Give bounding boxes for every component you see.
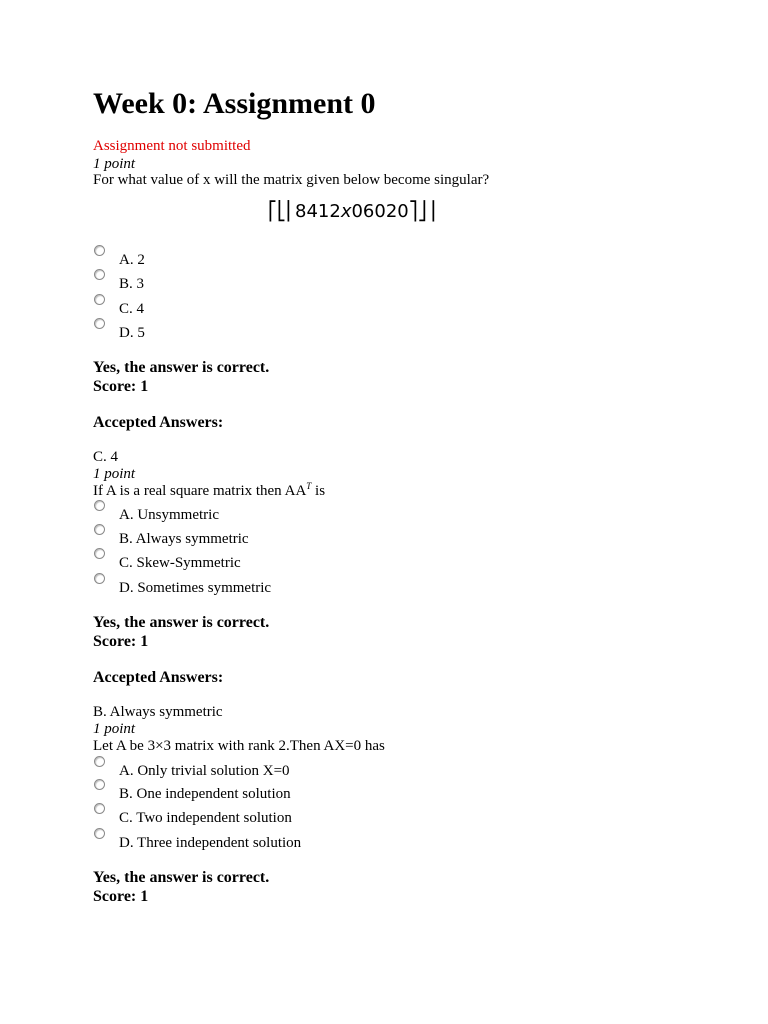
question-3-option-a[interactable] [93,762,393,782]
option-label: B. One independent solution [119,786,291,802]
radio-button[interactable] [94,756,105,767]
option-label: B. Always symmetric [119,531,249,547]
question-1-score: Score: 1 [93,378,149,395]
question-2-accepted-answer: B. Always symmetric [93,704,223,720]
question-1-accepted-heading: Accepted Answers: [93,414,224,431]
radio-button[interactable] [94,269,105,280]
question-3-option-b[interactable] [93,785,393,805]
question-3-feedback: Yes, the answer is correct. [93,869,270,886]
question-2-feedback: Yes, the answer is correct. [93,614,270,631]
radio-button[interactable] [94,318,105,329]
question-2-score: Score: 1 [93,633,149,650]
question-1-accepted-answer: C. 4 [93,449,119,465]
radio-button[interactable] [94,500,105,511]
submission-status: Assignment not submitted [93,138,251,154]
question-2-text-main: If A is a real square matrix then AA [93,483,307,499]
radio-button[interactable] [94,828,105,839]
question-2-text [93,482,325,500]
option-label: B. 3 [119,276,145,292]
matrix-open-bracket: ⎡⎣⎢ [268,201,295,222]
radio-button[interactable] [94,803,105,814]
matrix-variable: x [340,201,352,222]
question-3-option-c[interactable] [93,809,393,829]
question-1-option-d[interactable] [93,324,393,344]
question-2-option-c[interactable] [93,554,393,574]
question-2-points: 1 point [93,466,136,482]
question-1-matrix [268,199,436,225]
question-3-points: 1 point [93,721,136,737]
question-1-points: 1 point [93,156,136,172]
option-label: D. Sometimes symmetric [119,580,272,596]
option-label: D. Three independent solution [119,835,302,851]
question-2-option-b[interactable] [93,530,393,550]
radio-button[interactable] [94,779,105,790]
question-3-score: Score: 1 [93,888,149,905]
radio-button[interactable] [94,548,105,559]
question-2-option-a[interactable] [93,506,393,526]
option-label: C. Two independent solution [119,810,292,826]
option-label: A. Unsymmetric [119,507,219,523]
question-1-option-b[interactable] [93,275,393,295]
option-label: C. 4 [119,301,145,317]
question-2-option-d[interactable] [93,579,393,599]
question-3-text: Let A be 3×3 matrix with rank 2.Then AX=0 has [93,738,385,754]
question-3-option-d[interactable] [93,834,393,854]
option-label: C. Skew-Symmetric [119,555,241,571]
matrix-values-b: 06020 [351,201,409,222]
matrix-close-bracket: ⎤⎦⎥ [408,201,436,222]
radio-button[interactable] [94,245,105,256]
transpose-superscript: T [306,481,312,491]
option-label: D. 5 [119,325,145,341]
radio-button[interactable] [94,524,105,535]
option-label: A. Only trivial solution X=0 [119,763,290,779]
question-1-option-c[interactable] [93,300,393,320]
option-label: A. 2 [119,252,145,268]
radio-button[interactable] [94,573,105,584]
question-1-feedback: Yes, the answer is correct. [93,359,270,376]
question-1-text: For what value of x will the matrix given below become singular? [93,172,490,188]
question-2-accepted-heading: Accepted Answers: [93,669,224,686]
radio-button[interactable] [94,294,105,305]
matrix-values-a: 8412 [295,201,341,222]
page-title: Week 0: Assignment 0 [93,87,376,120]
question-1-option-a[interactable] [93,251,393,271]
question-2-text-end: is [311,483,326,499]
